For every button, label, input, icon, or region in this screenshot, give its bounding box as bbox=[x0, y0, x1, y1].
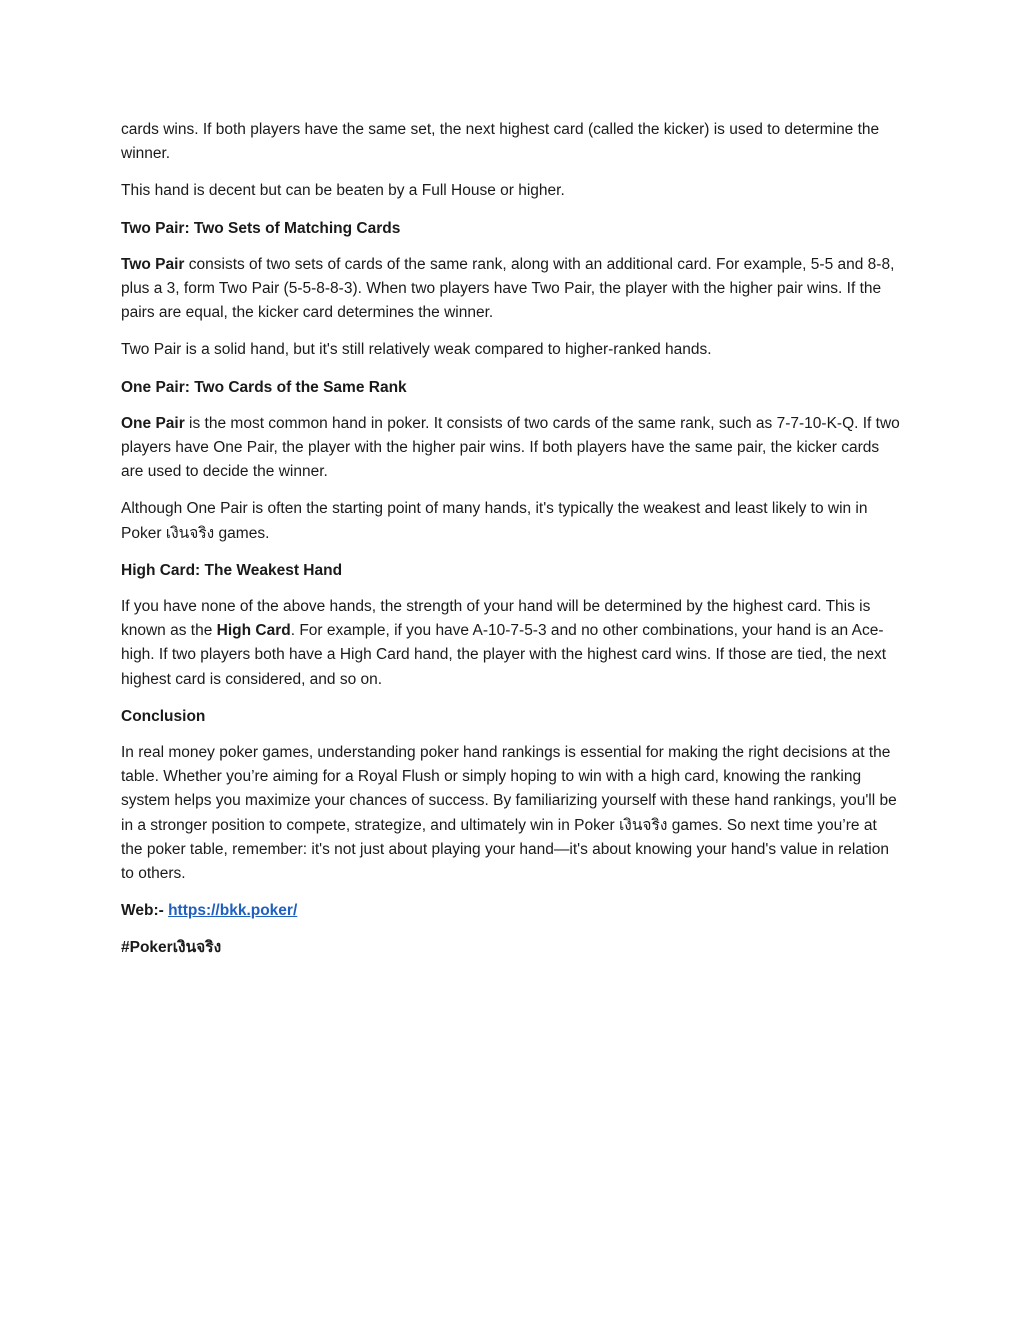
paragraph-two-pair bbox=[121, 253, 901, 326]
paragraph-two-pair-strength: Two Pair is a solid hand, but it's still relatively weak compared to higher-ranked hands. bbox=[121, 341, 712, 359]
paragraph-conclusion: In real money poker games, understanding poker hand rankings is essential for making the right decisions at the table. Whether you’re aiming for a Royal Flush or simply hoping to win with a high card, knowing the ranking system helps you maximize your chances of success. By familiarizing yourself with these hand rankings, you'll be in a stronger position to compete, strategize, and ultimately win in Poker เงินจริง games. So next time you’re at the poker table, remember: it's not just about playing your hand—it's about knowing your hand's value in relation to others. bbox=[121, 744, 897, 883]
term-high-card: High Card bbox=[216, 622, 291, 640]
heading-conclusion: Conclusion bbox=[121, 707, 206, 725]
web-line bbox=[121, 899, 901, 923]
heading-two-pair: Two Pair: Two Sets of Matching Cards bbox=[121, 219, 401, 237]
web-label: Web:- bbox=[121, 902, 169, 920]
paragraph-one-pair-strength: Although One Pair is often the starting point of many hands, it's typically the weakest and least likely to win in Poker เงินจริง games. bbox=[121, 500, 868, 542]
paragraph-decent-hand: This hand is decent but can be beaten by a Full House or higher. bbox=[121, 182, 565, 200]
paragraph-one-pair bbox=[121, 412, 901, 485]
paragraph-high-card bbox=[121, 595, 901, 692]
document-body bbox=[121, 118, 901, 974]
hashtag: #Pokerเงินจริง bbox=[121, 939, 222, 957]
high-card-text-before: If you have none of the above hands, the strength of your hand will be determined by the highest card. This is known as the bbox=[121, 598, 871, 640]
two-pair-description: consists of two sets of cards of the same rank, along with an additional card. For example, 5-5 and 8-8, plus a 3, form Two Pair (5-5-8-8-3). When two players have Two Pair, the player with the higher pair wins. If the pairs are equal, the kicker card determines the winner. bbox=[121, 255, 895, 322]
high-card-text-after: . For example, if you have A-10-7-5-3 and no other combinations, your hand is an Ace-high. If two players both have a High Card hand, the player with the highest card wins. If those are tied, the next highest card is considered, and so on. bbox=[121, 622, 887, 688]
website-link[interactable]: https://bkk.poker/ bbox=[168, 902, 298, 920]
term-one-pair: One Pair bbox=[121, 414, 185, 432]
heading-one-pair: One Pair: Two Cards of the Same Rank bbox=[121, 378, 407, 396]
term-two-pair: Two Pair bbox=[121, 255, 185, 273]
one-pair-description: is the most common hand in poker. It consists of two cards of the same rank, such as 7-7-10-K-Q. If two players have One Pair, the player with the higher pair wins. If both players have the same pair, the kicker cards are used to decide the winner. bbox=[121, 414, 900, 481]
paragraph-intro: cards wins. If both players have the same set, the next highest card (called the kicker) is used to determine the winner. bbox=[121, 121, 880, 163]
heading-high-card: High Card: The Weakest Hand bbox=[121, 561, 343, 579]
